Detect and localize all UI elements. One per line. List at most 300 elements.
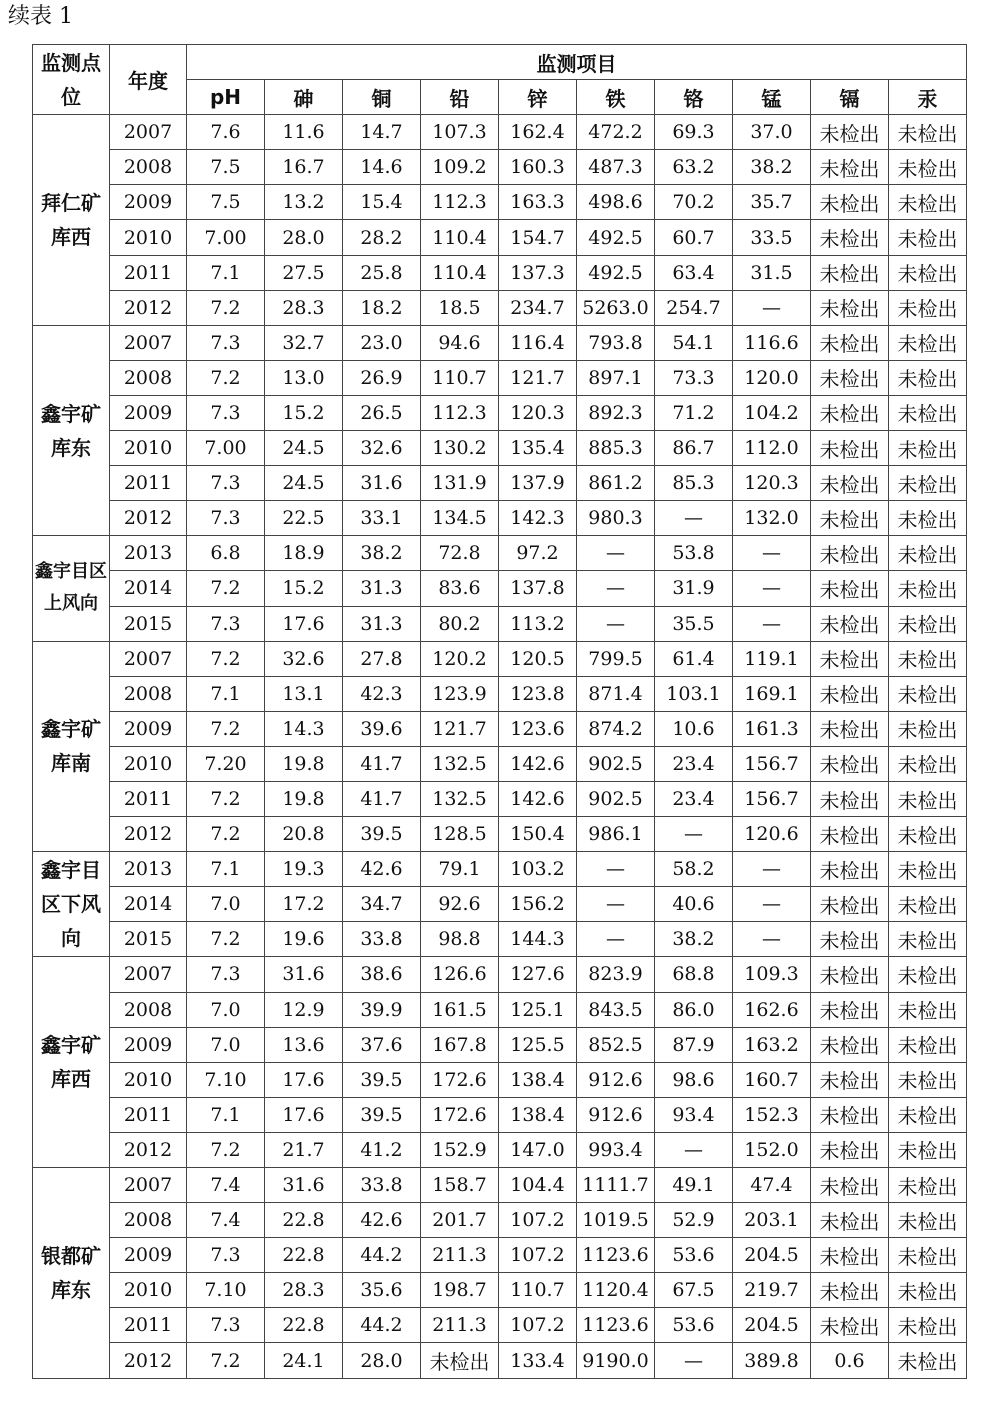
- value-cell: 112.0: [733, 431, 811, 466]
- table-row: [33, 992, 967, 1027]
- value-cell: 204.5: [733, 1308, 811, 1343]
- value-cell: 211.3: [421, 1308, 499, 1343]
- table-body: [33, 115, 967, 1378]
- value-cell: 未检出: [889, 255, 967, 290]
- value-cell: 109.2: [421, 150, 499, 185]
- value-cell: 未检出: [811, 1308, 889, 1343]
- value-cell: 172.6: [421, 1097, 499, 1132]
- value-cell: 未检出: [889, 501, 967, 536]
- value-cell: —: [733, 922, 811, 957]
- value-cell: 154.7: [499, 220, 577, 255]
- value-cell: 11.6: [265, 115, 343, 150]
- year-cell: 2010: [110, 746, 187, 781]
- value-cell: 19.8: [265, 746, 343, 781]
- year-cell: 2009: [110, 1238, 187, 1273]
- value-cell: 7.5: [187, 150, 265, 185]
- year-cell: 2010: [110, 431, 187, 466]
- value-cell: 40.6: [655, 887, 733, 922]
- value-cell: 861.2: [577, 466, 655, 501]
- value-cell: 135.4: [499, 431, 577, 466]
- value-cell: 13.1: [265, 676, 343, 711]
- value-cell: 17.2: [265, 887, 343, 922]
- table-row: [33, 1238, 967, 1273]
- table-row: [33, 501, 967, 536]
- value-cell: 158.7: [421, 1168, 499, 1203]
- value-cell: 121.7: [499, 360, 577, 395]
- value-cell: 未检出: [889, 325, 967, 360]
- value-cell: 156.2: [499, 887, 577, 922]
- value-cell: 28.0: [265, 220, 343, 255]
- value-cell: 未检出: [889, 676, 967, 711]
- value-cell: 389.8: [733, 1343, 811, 1378]
- value-cell: 14.3: [265, 711, 343, 746]
- value-cell: 31.3: [343, 571, 421, 606]
- value-cell: 41.7: [343, 746, 421, 781]
- year-cell: 2013: [110, 852, 187, 887]
- value-cell: 152.9: [421, 1132, 499, 1167]
- value-cell: 487.3: [577, 150, 655, 185]
- value-cell: 201.7: [421, 1203, 499, 1238]
- value-cell: 874.2: [577, 711, 655, 746]
- value-cell: 161.3: [733, 711, 811, 746]
- value-cell: 120.5: [499, 641, 577, 676]
- value-cell: 6.8: [187, 536, 265, 571]
- value-cell: 未检出: [889, 185, 967, 220]
- table-row: [33, 395, 967, 430]
- value-cell: 110.7: [421, 360, 499, 395]
- table-row: [33, 571, 967, 606]
- site-header-label: 监测点位: [41, 50, 101, 109]
- table-row: [33, 360, 967, 395]
- value-cell: 87.9: [655, 1027, 733, 1062]
- value-cell: 120.3: [499, 395, 577, 430]
- value-cell: 未检出: [889, 1238, 967, 1273]
- value-cell: 63.2: [655, 150, 733, 185]
- table-row: [33, 957, 967, 992]
- year-cell: 2014: [110, 887, 187, 922]
- value-cell: 110.4: [421, 220, 499, 255]
- value-cell: 147.0: [499, 1132, 577, 1167]
- value-cell: 53.8: [655, 536, 733, 571]
- item-header-cadmium: 镉: [811, 80, 889, 115]
- value-cell: —: [733, 887, 811, 922]
- table-row: [33, 115, 967, 150]
- year-cell: 2012: [110, 1343, 187, 1378]
- value-cell: 125.5: [499, 1027, 577, 1062]
- value-cell: 7.1: [187, 852, 265, 887]
- value-cell: 22.8: [265, 1238, 343, 1273]
- value-cell: 7.10: [187, 1273, 265, 1308]
- value-cell: —: [577, 536, 655, 571]
- value-cell: 未检出: [889, 1203, 967, 1238]
- value-cell: 7.6: [187, 115, 265, 150]
- value-cell: 13.0: [265, 360, 343, 395]
- value-cell: 19.6: [265, 922, 343, 957]
- value-cell: 49.1: [655, 1168, 733, 1203]
- year-cell: 2011: [110, 1308, 187, 1343]
- value-cell: 未检出: [811, 817, 889, 852]
- value-cell: 未检出: [811, 1203, 889, 1238]
- value-cell: 113.2: [499, 606, 577, 641]
- value-cell: 127.6: [499, 957, 577, 992]
- value-cell: 未检出: [889, 290, 967, 325]
- value-cell: 未检出: [889, 992, 967, 1027]
- value-cell: 未检出: [889, 431, 967, 466]
- value-cell: 61.4: [655, 641, 733, 676]
- year-cell: 2011: [110, 781, 187, 816]
- item-header-iron: 铁: [577, 80, 655, 115]
- value-cell: 未检出: [889, 220, 967, 255]
- value-cell: 120.0: [733, 360, 811, 395]
- table-row: [33, 746, 967, 781]
- value-cell: 116.6: [733, 325, 811, 360]
- value-cell: 17.6: [265, 606, 343, 641]
- value-cell: —: [655, 1132, 733, 1167]
- value-cell: 137.8: [499, 571, 577, 606]
- value-cell: 未检出: [889, 1062, 967, 1097]
- value-cell: 31.9: [655, 571, 733, 606]
- value-cell: 94.6: [421, 325, 499, 360]
- table-row: [33, 255, 967, 290]
- value-cell: 116.4: [499, 325, 577, 360]
- value-cell: 133.4: [499, 1343, 577, 1378]
- value-cell: 未检出: [889, 536, 967, 571]
- value-cell: 121.7: [421, 711, 499, 746]
- site-cell: 鑫宇矿库西: [33, 957, 110, 1168]
- value-cell: 未检出: [811, 676, 889, 711]
- value-cell: 144.3: [499, 922, 577, 957]
- value-cell: 23.4: [655, 781, 733, 816]
- value-cell: 138.4: [499, 1062, 577, 1097]
- value-cell: 10.6: [655, 711, 733, 746]
- table-row: [33, 1168, 967, 1203]
- value-cell: 7.5: [187, 185, 265, 220]
- value-cell: 未检出: [811, 852, 889, 887]
- year-cell: 2008: [110, 992, 187, 1027]
- value-cell: 未检出: [811, 395, 889, 430]
- value-cell: 38.6: [343, 957, 421, 992]
- value-cell: 80.2: [421, 606, 499, 641]
- value-cell: 20.8: [265, 817, 343, 852]
- value-cell: 未检出: [889, 150, 967, 185]
- value-cell: —: [655, 501, 733, 536]
- value-cell: 1123.6: [577, 1308, 655, 1343]
- value-cell: 未检出: [889, 1168, 967, 1203]
- year-cell: 2014: [110, 571, 187, 606]
- value-cell: 7.2: [187, 817, 265, 852]
- value-cell: 未检出: [889, 922, 967, 957]
- value-cell: 39.5: [343, 1062, 421, 1097]
- year-cell: 2012: [110, 1132, 187, 1167]
- table-row: [33, 325, 967, 360]
- value-cell: 7.3: [187, 606, 265, 641]
- value-cell: 27.5: [265, 255, 343, 290]
- value-cell: 26.5: [343, 395, 421, 430]
- year-cell: 2008: [110, 150, 187, 185]
- value-cell: 912.6: [577, 1097, 655, 1132]
- value-cell: 24.1: [265, 1343, 343, 1378]
- value-cell: 120.2: [421, 641, 499, 676]
- value-cell: 27.8: [343, 641, 421, 676]
- value-cell: 7.3: [187, 501, 265, 536]
- value-cell: 未检出: [889, 746, 967, 781]
- value-cell: 未检出: [811, 887, 889, 922]
- value-cell: 132.0: [733, 501, 811, 536]
- value-cell: 871.4: [577, 676, 655, 711]
- value-cell: 23.4: [655, 746, 733, 781]
- value-cell: 未检出: [811, 501, 889, 536]
- value-cell: 28.3: [265, 290, 343, 325]
- value-cell: 112.3: [421, 395, 499, 430]
- value-cell: 0.6: [811, 1343, 889, 1378]
- value-cell: 125.1: [499, 992, 577, 1027]
- value-cell: 7.1: [187, 1097, 265, 1132]
- value-cell: 112.3: [421, 185, 499, 220]
- year-cell: 2008: [110, 1203, 187, 1238]
- year-cell: 2012: [110, 817, 187, 852]
- value-cell: 37.6: [343, 1027, 421, 1062]
- value-cell: 13.2: [265, 185, 343, 220]
- value-cell: 980.3: [577, 501, 655, 536]
- value-cell: 22.8: [265, 1308, 343, 1343]
- site-cell: 银都矿库东: [33, 1168, 110, 1379]
- year-cell: 2008: [110, 676, 187, 711]
- value-cell: 未检出: [811, 185, 889, 220]
- value-cell: 13.6: [265, 1027, 343, 1062]
- value-cell: 198.7: [421, 1273, 499, 1308]
- year-cell: 2007: [110, 1168, 187, 1203]
- value-cell: 未检出: [811, 290, 889, 325]
- table-row: [33, 1027, 967, 1062]
- value-cell: 107.3: [421, 115, 499, 150]
- year-cell: 2011: [110, 255, 187, 290]
- value-cell: 98.8: [421, 922, 499, 957]
- value-cell: 85.3: [655, 466, 733, 501]
- value-cell: 28.2: [343, 220, 421, 255]
- value-cell: 120.6: [733, 817, 811, 852]
- value-cell: 22.5: [265, 501, 343, 536]
- value-cell: 41.7: [343, 781, 421, 816]
- table-row: [33, 1308, 967, 1343]
- value-cell: —: [577, 571, 655, 606]
- value-cell: 24.5: [265, 466, 343, 501]
- value-cell: 912.6: [577, 1062, 655, 1097]
- value-cell: 1019.5: [577, 1203, 655, 1238]
- value-cell: 未检出: [811, 1027, 889, 1062]
- monitoring-table: [32, 44, 967, 1379]
- value-cell: 14.7: [343, 115, 421, 150]
- value-cell: 132.5: [421, 781, 499, 816]
- value-cell: 204.5: [733, 1238, 811, 1273]
- value-cell: 104.2: [733, 395, 811, 430]
- value-cell: 未检出: [811, 641, 889, 676]
- table-row: [33, 641, 967, 676]
- value-cell: 未检出: [889, 1308, 967, 1343]
- value-cell: 33.5: [733, 220, 811, 255]
- value-cell: 16.7: [265, 150, 343, 185]
- value-cell: 未检出: [811, 1238, 889, 1273]
- value-cell: 未检出: [889, 1273, 967, 1308]
- value-cell: 未检出: [811, 606, 889, 641]
- value-cell: 86.0: [655, 992, 733, 1027]
- value-cell: 142.6: [499, 746, 577, 781]
- value-cell: 7.3: [187, 325, 265, 360]
- value-cell: 110.7: [499, 1273, 577, 1308]
- value-cell: 167.8: [421, 1027, 499, 1062]
- value-cell: 未检出: [889, 1343, 967, 1378]
- value-cell: 7.4: [187, 1168, 265, 1203]
- value-cell: 31.6: [265, 957, 343, 992]
- value-cell: 163.3: [499, 185, 577, 220]
- value-cell: 86.7: [655, 431, 733, 466]
- value-cell: 160.7: [733, 1062, 811, 1097]
- value-cell: 131.9: [421, 466, 499, 501]
- table-header: [33, 45, 967, 115]
- value-cell: 211.3: [421, 1238, 499, 1273]
- value-cell: 15.4: [343, 185, 421, 220]
- value-cell: —: [733, 606, 811, 641]
- value-cell: —: [655, 1343, 733, 1378]
- value-cell: 7.3: [187, 1308, 265, 1343]
- value-cell: 97.2: [499, 536, 577, 571]
- value-cell: 472.2: [577, 115, 655, 150]
- value-cell: 104.4: [499, 1168, 577, 1203]
- table-row: [33, 290, 967, 325]
- value-cell: 31.3: [343, 606, 421, 641]
- value-cell: 793.8: [577, 325, 655, 360]
- value-cell: 7.2: [187, 1132, 265, 1167]
- table-row: [33, 887, 967, 922]
- value-cell: 162.6: [733, 992, 811, 1027]
- year-cell: 2012: [110, 501, 187, 536]
- value-cell: 44.2: [343, 1238, 421, 1273]
- value-cell: 47.4: [733, 1168, 811, 1203]
- value-cell: 未检出: [811, 746, 889, 781]
- value-cell: 19.8: [265, 781, 343, 816]
- value-cell: 72.8: [421, 536, 499, 571]
- value-cell: 1111.7: [577, 1168, 655, 1203]
- value-cell: 未检出: [889, 395, 967, 430]
- value-cell: 35.5: [655, 606, 733, 641]
- year-header-label: 年度: [128, 69, 168, 94]
- table-row: [33, 1097, 967, 1132]
- table-row: [33, 711, 967, 746]
- table-row: [33, 676, 967, 711]
- table-row: [33, 150, 967, 185]
- value-cell: 未检出: [811, 1097, 889, 1132]
- value-cell: 32.7: [265, 325, 343, 360]
- value-cell: 42.6: [343, 1203, 421, 1238]
- value-cell: 128.5: [421, 817, 499, 852]
- value-cell: 132.5: [421, 746, 499, 781]
- value-cell: 110.4: [421, 255, 499, 290]
- value-cell: 123.9: [421, 676, 499, 711]
- value-cell: 103.2: [499, 852, 577, 887]
- site-header: [33, 45, 110, 115]
- value-cell: 892.3: [577, 395, 655, 430]
- value-cell: 18.9: [265, 536, 343, 571]
- value-cell: 33.8: [343, 922, 421, 957]
- value-cell: 54.1: [655, 325, 733, 360]
- group-header-label: 监测项目: [536, 51, 617, 76]
- value-cell: —: [655, 817, 733, 852]
- value-cell: 7.3: [187, 466, 265, 501]
- value-cell: 未检出: [811, 1168, 889, 1203]
- value-cell: 31.6: [343, 466, 421, 501]
- value-cell: 69.3: [655, 115, 733, 150]
- value-cell: 885.3: [577, 431, 655, 466]
- value-cell: 未检出: [421, 1343, 499, 1378]
- value-cell: 123.8: [499, 676, 577, 711]
- value-cell: 7.0: [187, 1027, 265, 1062]
- value-cell: 852.5: [577, 1027, 655, 1062]
- value-cell: 67.5: [655, 1273, 733, 1308]
- year-cell: 2008: [110, 360, 187, 395]
- value-cell: 未检出: [889, 360, 967, 395]
- value-cell: 26.9: [343, 360, 421, 395]
- value-cell: 22.8: [265, 1203, 343, 1238]
- value-cell: 7.2: [187, 1343, 265, 1378]
- year-cell: 2007: [110, 957, 187, 992]
- value-cell: 35.6: [343, 1273, 421, 1308]
- table-row: [33, 1132, 967, 1167]
- value-cell: 152.0: [733, 1132, 811, 1167]
- value-cell: 126.6: [421, 957, 499, 992]
- value-cell: 150.4: [499, 817, 577, 852]
- value-cell: 未检出: [811, 536, 889, 571]
- value-cell: 9190.0: [577, 1343, 655, 1378]
- value-cell: 未检出: [811, 922, 889, 957]
- value-cell: 23.0: [343, 325, 421, 360]
- value-cell: 498.6: [577, 185, 655, 220]
- value-cell: 7.2: [187, 641, 265, 676]
- table-row: [33, 1273, 967, 1308]
- item-header-chromium: 铬: [655, 80, 733, 115]
- value-cell: 60.7: [655, 220, 733, 255]
- value-cell: 79.1: [421, 852, 499, 887]
- year-cell: 2010: [110, 1062, 187, 1097]
- value-cell: 未检出: [811, 1132, 889, 1167]
- value-cell: 897.1: [577, 360, 655, 395]
- value-cell: 未检出: [889, 115, 967, 150]
- value-cell: 34.7: [343, 887, 421, 922]
- value-cell: 未检出: [811, 1062, 889, 1097]
- value-cell: 203.1: [733, 1203, 811, 1238]
- value-cell: 53.6: [655, 1238, 733, 1273]
- table-row: [33, 1062, 967, 1097]
- value-cell: 未检出: [811, 255, 889, 290]
- value-cell: 41.2: [343, 1132, 421, 1167]
- year-cell: 2009: [110, 711, 187, 746]
- table-row: [33, 185, 967, 220]
- value-cell: 未检出: [811, 431, 889, 466]
- value-cell: 7.2: [187, 360, 265, 395]
- value-cell: 未检出: [811, 150, 889, 185]
- value-cell: 未检出: [811, 571, 889, 606]
- value-cell: 未检出: [889, 571, 967, 606]
- value-cell: 73.3: [655, 360, 733, 395]
- table-row: [33, 781, 967, 816]
- table-row: [33, 606, 967, 641]
- value-cell: 156.7: [733, 781, 811, 816]
- value-cell: 137.9: [499, 466, 577, 501]
- item-header-ph: pH: [187, 80, 265, 115]
- value-cell: 12.9: [265, 992, 343, 1027]
- item-header-copper: 铜: [343, 80, 421, 115]
- year-cell: 2007: [110, 641, 187, 676]
- value-cell: 7.0: [187, 887, 265, 922]
- value-cell: 163.2: [733, 1027, 811, 1062]
